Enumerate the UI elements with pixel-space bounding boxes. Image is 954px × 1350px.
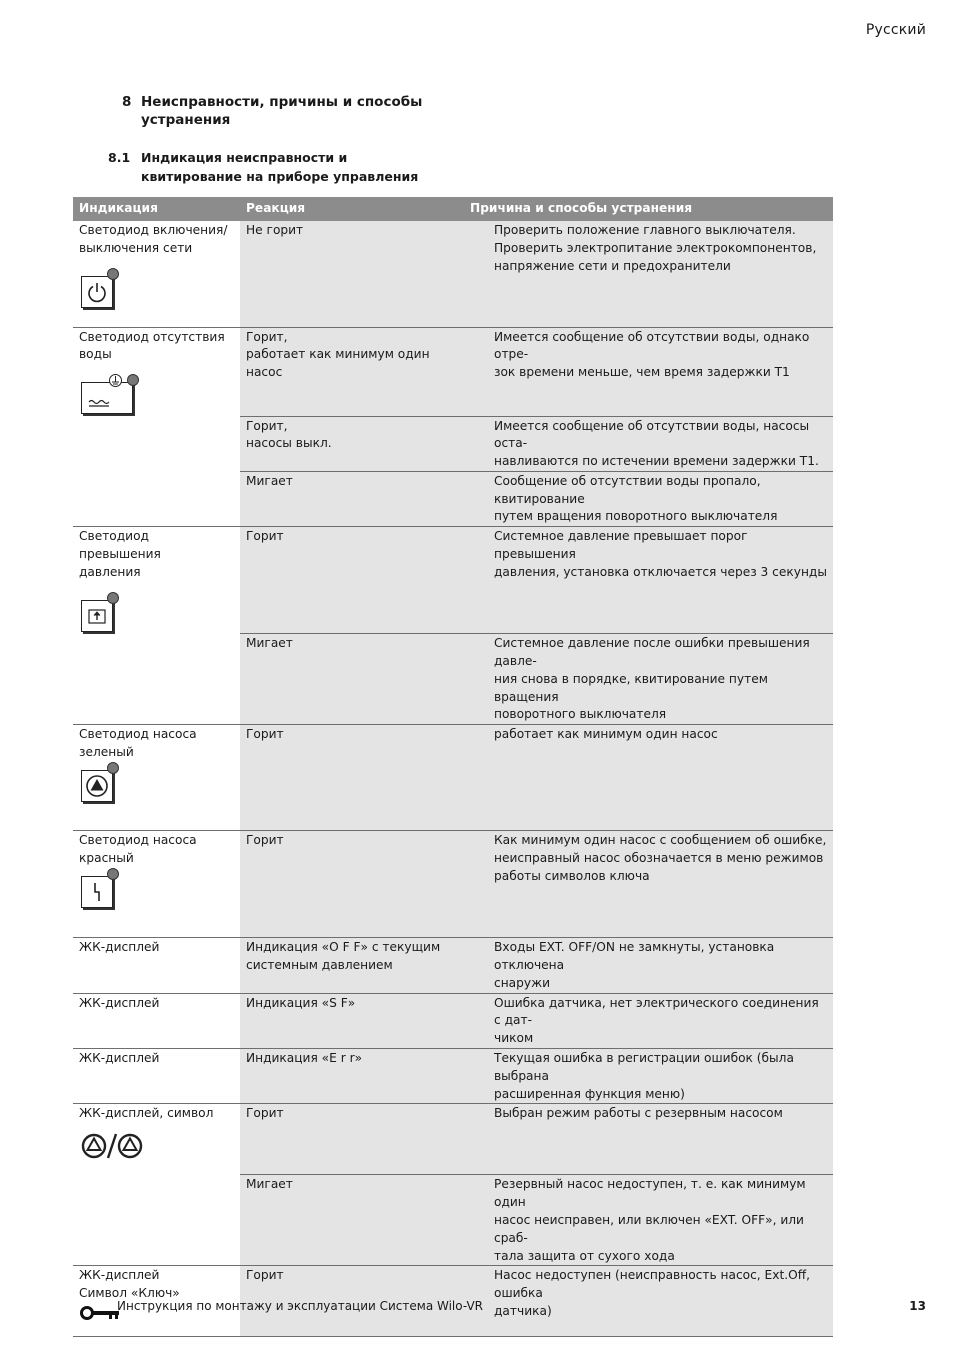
cause-text: Насос недоступен (неисправность насос, Ext.Off, ошибка датчика) [494,1268,810,1319]
reaction-cell [240,527,464,634]
indication-cell [73,1049,240,1104]
indication-text: ЖК-дисплей [79,995,160,1010]
table-row [73,327,833,416]
header-cause: Причина и способы устранения [464,197,833,221]
subsection-title: Индикация неисправности и квитирование на приборе управления [141,150,419,184]
cause-text: Имеется сообщение об отсутствии воды, однако отре- зок времени меньше, чем время задержки T1 [494,329,810,380]
reaction-text: Горит, работает как минимум один насос [246,329,430,380]
reaction-text: Мигает [246,1177,293,1192]
indication-text: Светодиод включения/ выключения сети [79,223,228,255]
cause-cell [464,634,833,725]
indication-text: Светодиод превышения давления [79,529,161,579]
cause-cell [464,221,833,327]
overpressure-icon [79,592,139,638]
cause-text: Сообщение об отсутствии воды пропало, квитирование путем вращения поворотного выключателя [494,473,778,524]
cause-text: Проверить положение главного выключателя. Проверить электропитание электрокомпонентов, напряжение сети и предохранители [494,223,817,273]
reaction-text: Горит [246,1106,284,1121]
table-row [73,725,833,831]
cause-text: работает как минимум один насос [494,727,718,742]
subsection-heading [108,148,441,186]
reaction-cell [240,1175,464,1266]
indication-text: Светодиод насоса зеленый [79,727,197,760]
power-icon [79,268,139,314]
table-row [73,993,833,1048]
reaction-text: Горит [246,727,284,742]
indication-cell [73,938,240,993]
reaction-cell [240,1104,464,1175]
page-number: 13 [909,1299,926,1313]
cause-cell [464,1104,833,1175]
table-row [73,1104,833,1175]
header-reaction: Реакция [240,197,464,221]
reaction-text: Мигает [246,473,293,488]
indication-cell [73,993,240,1048]
water-level-icon [79,374,149,420]
footer-document-title: Инструкция по монтажу и эксплуатации Система Wilo-VR [117,1299,484,1313]
cause-text: Как минимум один насос с сообщением об ошибке, неисправный насос обозначается в меню режимов работы символов ключа [494,833,827,883]
reaction-cell [240,416,464,471]
reaction-text: Горит [246,529,284,544]
indication-cell [73,831,240,938]
cause-text: Имеется сообщение об отсутствии воды, насосы оста- навливаются по истечении времени задержки T1. [494,418,819,469]
cause-cell [464,1175,833,1266]
reaction-cell [240,831,464,938]
reaction-text: Индикация «O F F» с текущим системным давлением [246,940,441,973]
indication-text: ЖК-дисплей Символ «Ключ» [79,1268,180,1301]
indication-cell [73,527,240,725]
section-number: 8 [122,94,132,110]
cause-text: Выбран режим работы с резервным насосом [494,1106,783,1121]
fault-table [73,197,833,1337]
subsection-number: 8.1 [108,150,131,165]
table-row [73,831,833,938]
indication-cell [73,327,240,527]
cause-cell [464,527,833,634]
pump-icon [79,762,139,808]
section-heading [122,93,431,129]
cause-text: Ошибка датчика, нет электрического соединения с дат- чиком [494,995,819,1046]
indication-text: ЖК-дисплей, символ [79,1106,214,1121]
cause-cell [464,1266,833,1337]
cause-cell [464,938,833,993]
reaction-cell [240,993,464,1048]
reaction-text: Горит [246,833,284,848]
section-title: Неисправности, причины и способы устранения [141,94,423,128]
table-row [73,1049,833,1104]
cause-text: Системное давление после ошибки превышения давле- ния снова в порядке, квитирование путем вращения поворотного выключателя [494,636,810,722]
cause-text: Системное давление превышает порог превышения давления, установка отключается через 3 секунды [494,529,827,579]
reaction-cell [240,1049,464,1104]
indication-cell [73,725,240,831]
fault-icon [79,868,139,914]
reaction-cell [240,634,464,725]
reaction-cell [240,471,464,526]
cause-cell [464,725,833,831]
reaction-text: Индикация «S F» [246,995,356,1010]
table-row [73,221,833,327]
indication-text: Светодиод насоса красный [79,833,197,866]
indication-text: ЖК-дисплей [79,940,160,955]
indication-text: Светодиод отсутствия воды [79,329,225,362]
cause-cell [464,831,833,938]
reaction-text: Индикация «E r r» [246,1051,363,1066]
reaction-cell [240,221,464,327]
table-row [73,527,833,634]
cause-cell [464,993,833,1048]
cause-text: Текущая ошибка в регистрации ошибок (была выбрана расширенная функция меню) [494,1051,794,1101]
table-header-row [73,197,833,221]
reaction-cell [240,938,464,993]
reaction-cell [240,725,464,831]
indication-text: ЖК-дисплей [79,1051,160,1066]
cause-text: Резервный насос недоступен, т. е. как минимум один насос неисправен, или включен «EXT. OFF», или сраб- тала защита от сухого хода [494,1177,806,1263]
reaction-text: Не горит [246,223,304,237]
cause-cell [464,327,833,416]
header-indication: Индикация [73,197,240,221]
language-label: Русский [865,22,926,38]
cause-cell [464,416,833,471]
table-row [73,938,833,993]
reaction-cell [240,327,464,416]
reaction-text: Горит, насосы выкл. [246,418,332,451]
cause-text: Входы EXT. OFF/ON не замкнуты, установка отключена снаружи [494,940,775,990]
reaction-text: Горит [246,1268,284,1283]
cause-cell [464,1049,833,1104]
cause-cell [464,471,833,526]
standby-pump-icon [79,1131,234,1161]
reaction-text: Мигает [246,636,293,651]
indication-cell [73,221,240,327]
indication-cell [73,1104,240,1266]
